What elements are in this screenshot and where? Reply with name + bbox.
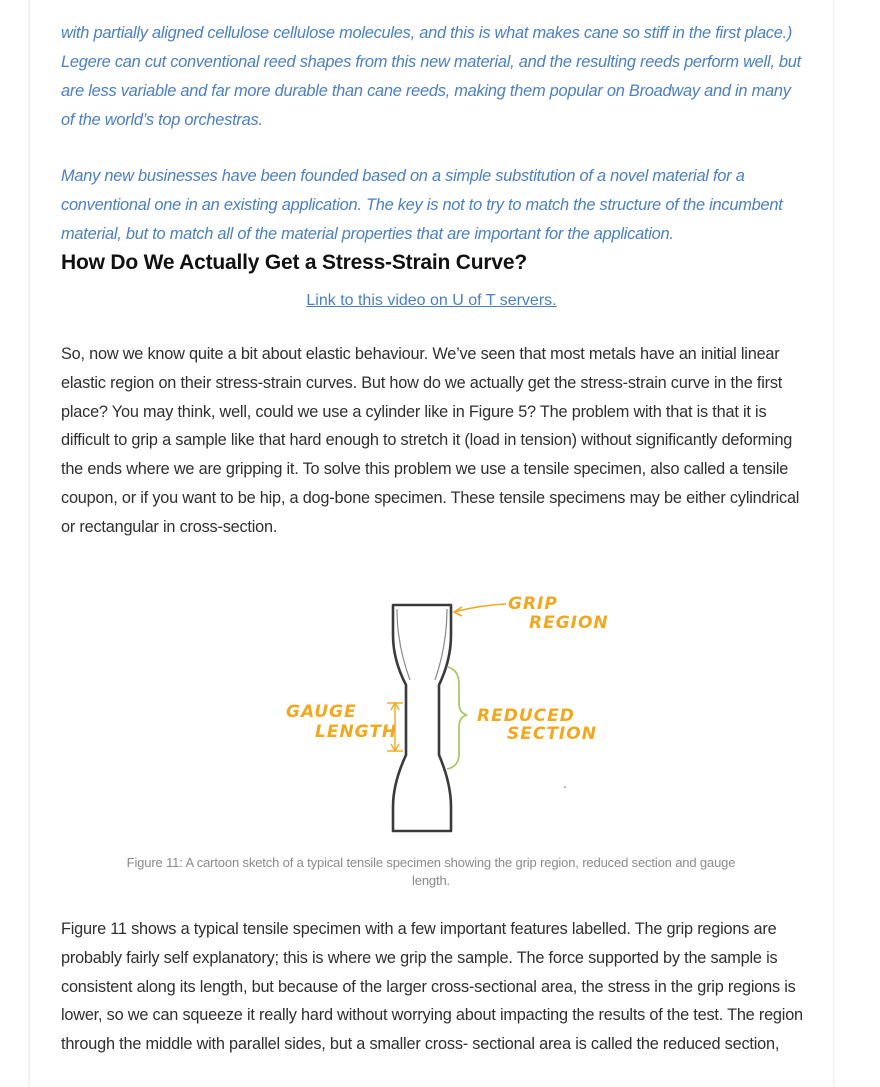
intro-paragraph-2 [61, 162, 806, 249]
reduced-section-brace [447, 667, 467, 769]
label-reduced-2: SECTION [507, 724, 597, 744]
intro-paragraph-1-text: with partially aligned cellulose cellulose molecules, and this is what makes cane so stiff in the first place.) Legere can cut conventional reed shapes from this new material, and the resulting reeds perform well, but are less variable and far more durable than cane reeds, making them popular on Broadway and in many of the world’s top orchestras. [61, 24, 801, 129]
label-grip-1: GRIP [508, 594, 558, 614]
intro-paragraph-1 [61, 19, 806, 135]
figure-caption: Figure 11: A cartoon sketch of a typical tensile specimen showing the grip region, reduced section and gauge length. [126, 855, 736, 888]
intro-paragraph-2-text: Many new businesses have been founded based on a simple substitution of a novel material for a conventional one in an existing application. The key is not to try to match the structure of the incumbent material, but to match all of the material properties that are important for the application. [61, 167, 783, 243]
page [30, 0, 833, 1087]
body-paragraph-2: Figure 11 shows a typical tensile specimen with a few important features labelled. The grip regions are probably fairly self explanatory; this is where we grip the sample. The force supported by the sample is consistent along its length, but because of the larger cross-sectional area, the stress in the grip regions is lower, so we can squeeze it really hard without worrying about impacting the results of the test. The region through the middle with parallel sides, but a smaller cross- sectional area is called the reduced section, [61, 920, 803, 1054]
body-paragraph-1: So, now we know quite a bit about elastic behaviour. We’ve seen that most metals have an initial linear elastic region on their stress-strain curves. But how do we actually get the stress-strain curve in the first place? You may think, well, could we use a cylinder like in Figure 5? The problem with that is that it is difficult to grip a sample like that hard enough to stretch it (load in tension) without significantly deforming the ends where we are gripping it. To solve this problem we use a tensile specimen, also called a tensile coupon, or if you want to be hip, a dog-bone specimen. These tensile specimens may be either cylindrical or rectangular in cross-section. [61, 345, 800, 536]
label-gauge-2: LENGTH [315, 722, 398, 742]
tensile-specimen-sketch [61, 585, 806, 835]
label-reduced-1: REDUCED [477, 706, 575, 726]
specimen-outline [393, 605, 451, 831]
label-gauge-1: GAUGE [286, 702, 357, 722]
video-link[interactable]: Link to this video on U of T servers. [306, 292, 557, 309]
label-grip-2: REGION [529, 613, 609, 633]
figure-tensile-specimen [61, 585, 806, 835]
stray-dot [564, 786, 566, 788]
section-heading: How Do We Actually Get a Stress-Strain Curve? [61, 251, 527, 274]
